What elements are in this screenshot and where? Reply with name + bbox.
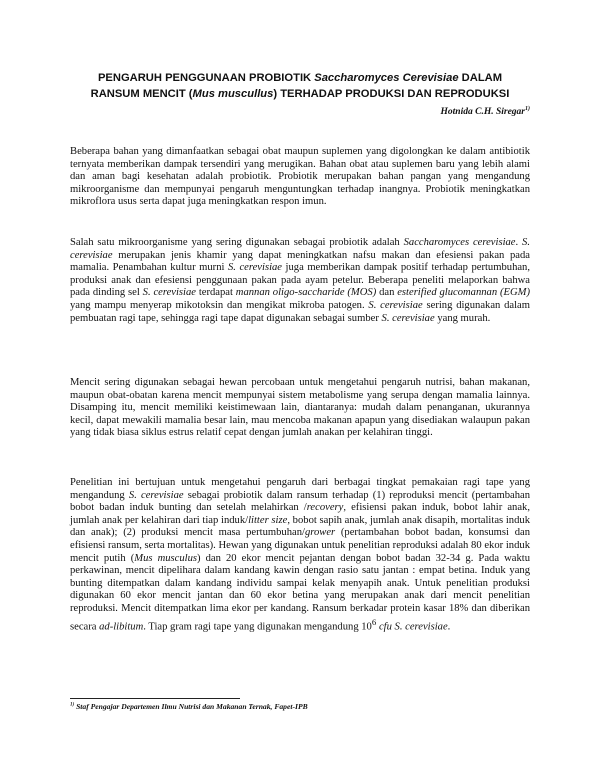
- footnote-divider: [70, 698, 240, 699]
- paper-title: [60, 70, 540, 102]
- title-line-2: RANSUM MENCIT (Mus muscullus) TERHADAP PRODUKSI DAN REPRODUKSI: [90, 88, 510, 100]
- title-species-name: Saccharomyces Cerevisiae: [314, 72, 459, 84]
- footnote: [70, 702, 308, 711]
- author-name: Hotnida C.H. Siregar$^{1)}$: [440, 106, 530, 118]
- title-line-1: PENGARUH PENGGUNAAN PROBIOTIK Saccharomyces Cerevisiae DALAM: [97, 72, 503, 84]
- paragraph-4: Penelitian ini bertujuan untuk mengetahui pengaruh dari berbagai tingkat pemakaian ragi tape yang mengandung S. cerevisiae sebagai probiotik dalam ransum terhadap (1) reproduksi mencit (pertambahan bobot badan induk bunting dan setelah melahirkan /recovery, efisiensi pakan induk, bobot lahir anak, jumlah anak per kelahiran dari tiap induk/litter size, bobot sapih anak, jumlah anak disapih, mortalitas induk dan anak); (2) produksi mencit masa pertumbuhan/grower (pertambahan bobot badan, konsumsi dan efisiensi ransum, serta mortalitas). Hewan yang digunakan untuk penelitian reproduksi adalah 80 ekor induk mencit putih (Mus musculus) dan 20 ekor mencit pejantan dengan bobot badan 32-34 g. Pada waktu perkawinan, mencit dipelihara dalam kandang kawin dengan rasio satu jantan : empat betina. Induk yang bunting ditempatkan dalam kandang individu sampai kelak menyapih anak. Untuk penelitian produksi digunakan 60 ekor mencit jantan dan 60 ekor betina yang merupakan anak dari mencit penelitian reproduksi. Mencit ditempatkan lima ekor per kandang. Ransum berkadar protein kasar 18% dan diberikan secara ad-libitum. Tiap gram ragi tape yang digunakan mengandung $10^6$ cfu S. cerevisiae.: [70, 477, 531, 633]
- paragraph-2: Salah satu mikroorganisme yang sering digunakan sebagai probiotik adalah Saccharomyces cerevisiae. S. cerevisiae merupakan jenis khamir yang dapat meningkatkan nafsu makan dan efesiensi pakan pada mamalia. Penambahan kultur murni S. cerevisiae juga memberikan dampak positif terhadap pertumbuhan, produksi anak dan efesiensi penggunaan pakan pada ayam petelur. Beberapa peneliti melaporkan bahwa pada dinding sel S. cerevisiae terdapat mannan oligo-saccharide (MOS) dan esterified glucomannan (EGM) yang mampu menyerap mikotoksin dan mengikat mikroba patogen. S. cerevisiae sering digunakan dalam pembuatan ragi tape, sehingga ragi tape dapat digunakan sebagai sumber S. cerevisiae yang murah.: [70, 237, 531, 324]
- paragraph-3: Mencit sering digunakan sebagai hewan percobaan untuk mengetahui pengaruh nutrisi, bahan makanan, maupun obat-obatan karena mencit mempunyai sistem metabolisme yang serupa dengan mamalia lainnya. Disamping itu, mencit memiliki keistimewaan lain, diantaranya: mudah dalam penanganan, ukurannya kecil, dapat mewakili mamalia besar lain, mau mencoba makanan apapun yang disediakan walaupun pakan yang tidak biasa siklus estrus relatif cepat dengan jumlah anakan per kelahiran tinggi.: [70, 377, 530, 439]
- footnote-mark: 1): [70, 702, 75, 708]
- footnote-text: Staf Pengajar Departemen Ilmu Nutrisi dan Makanan Ternak, Fapet-IPB: [74, 702, 308, 711]
- author-footnote-mark: 1): [525, 106, 530, 112]
- title-species-name-2: Mus muscullus: [192, 88, 274, 100]
- paragraph-1: Beberapa bahan yang dimanfaatkan sebagai obat maupun suplemen yang digolongkan ke dalam antibiotik ternyata memberikan dampak tersendiri yang merugikan. Bahan obat atau suplemen baru yang lebih alami dan aman bagi kesehatan adalah probiotik. Probiotik merupakan bahan pangan yang mengandung mikroorganisme dan mempunyai pengaruh menguntungkan terhadap inangnya. Probiotik meningkatkan mikroflora usus serta dapat juga meningkatkan respon imun.: [70, 146, 530, 208]
